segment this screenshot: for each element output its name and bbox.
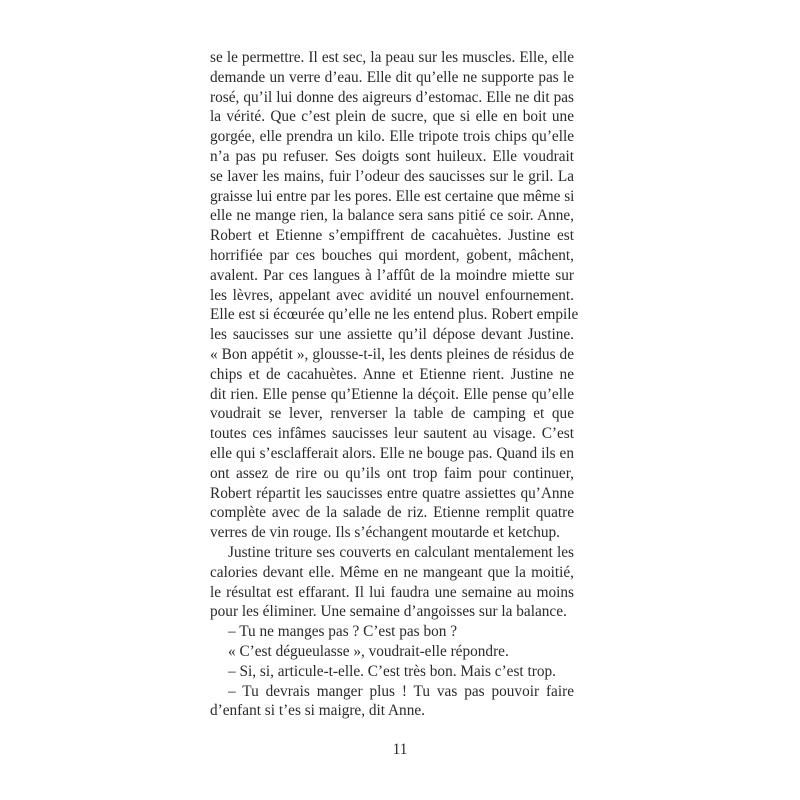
text-line: « C’est dégueulasse », voudrait-elle répondre.	[228, 642, 509, 660]
text-line: le résultat est effarant. Il lui faudra une semaine au moins	[210, 583, 574, 601]
text-line: les saucisses sur une assiette qu’il dépose devant Justine.	[210, 326, 574, 344]
text-line: pour les éliminer. Une semaine d’angoisses sur la balance.	[210, 603, 567, 621]
text-line: les lèvres, appelant avec avidité un nouvel enfournement.	[210, 286, 574, 304]
text-line: Robert et Etienne s’empiffrent de cacahuètes. Justine est	[210, 227, 574, 245]
text-line: – Tu devrais manger plus ! Tu vas pas pouvoir faire	[228, 682, 574, 700]
text-line: gorgée, elle prendra un kilo. Elle tripote trois chips qu’elle	[210, 128, 574, 146]
text-line: verres de vin rouge. Ils s’échangent moutarde et ketchup.	[210, 524, 560, 542]
text-line: dit rien. Elle pense qu’Etienne la déçoit. Elle pense qu’elle	[210, 385, 574, 403]
text-line: n’a pas pu refuser. Ses doigts sont huileux. Elle voudrait	[210, 147, 574, 165]
page-number: 11	[392, 741, 408, 758]
text-line: demande un verre d’eau. Elle dit qu’elle ne supporte pas le	[210, 68, 574, 86]
text-line: avalent. Par ces langues à l’affût de la moindre miette sur	[210, 266, 574, 284]
body-text	[210, 48, 579, 721]
text-line: d’enfant si t’es si maigre, dit Anne.	[210, 702, 425, 720]
text-line: elle ne mange rien, la balance sera sans pitié ce soir. Anne,	[210, 207, 574, 225]
text-line: toutes ces infâmes saucisses leur sautent au visage. C’est	[210, 425, 574, 443]
text-line: se laver les mains, fuir l’odeur des saucisses sur le gril. La	[210, 167, 574, 185]
text-line: elle qui s’esclafferait alors. Elle ne bouge pas. Quand ils en	[210, 444, 574, 462]
text-line: la vérité. Que c’est plein de sucre, que si elle en boit une	[210, 108, 574, 126]
text-line: complète avec de la salade de riz. Etienne remplit quatre	[210, 504, 574, 522]
text-line: rosé, qu’il lui donne des aigreurs d’estomac. Elle ne dit pas	[210, 88, 574, 106]
text-line: « Bon appétit », glousse-t-il, les dents pleines de résidus de	[210, 345, 574, 363]
text-line: calories devant elle. Même en ne mangeant que la moitié,	[210, 563, 574, 581]
text-line: horrifiée par ces bouches qui mordent, gobent, mâchent,	[210, 246, 574, 264]
text-line: voudrait se lever, renverser la table de camping et que	[210, 405, 574, 423]
text-line: graisse lui entre par les pores. Elle est certaine que même si	[210, 187, 575, 205]
text-line: Elle est si écœurée qu’elle ne les entend plus. Robert empile	[210, 306, 579, 324]
text-line: ont assez de rire ou qu’ils ont trop faim pour continuer,	[210, 464, 574, 482]
text-line: se le permettre. Il est sec, la peau sur les muscles. Elle, elle	[210, 49, 574, 66]
text-line: – Si, si, articule-t-elle. C’est très bon. Mais c’est trop.	[228, 662, 556, 680]
text-line: Justine triture ses couverts en calculant mentalement les	[228, 543, 574, 561]
text-line: – Tu ne manges pas ? C’est pas bon ?	[228, 623, 458, 641]
text-line: Robert répartit les saucisses entre quatre assiettes qu’Anne	[210, 484, 574, 502]
text-line: chips et de cacahuètes. Anne et Etienne rient. Justine ne	[210, 365, 574, 383]
